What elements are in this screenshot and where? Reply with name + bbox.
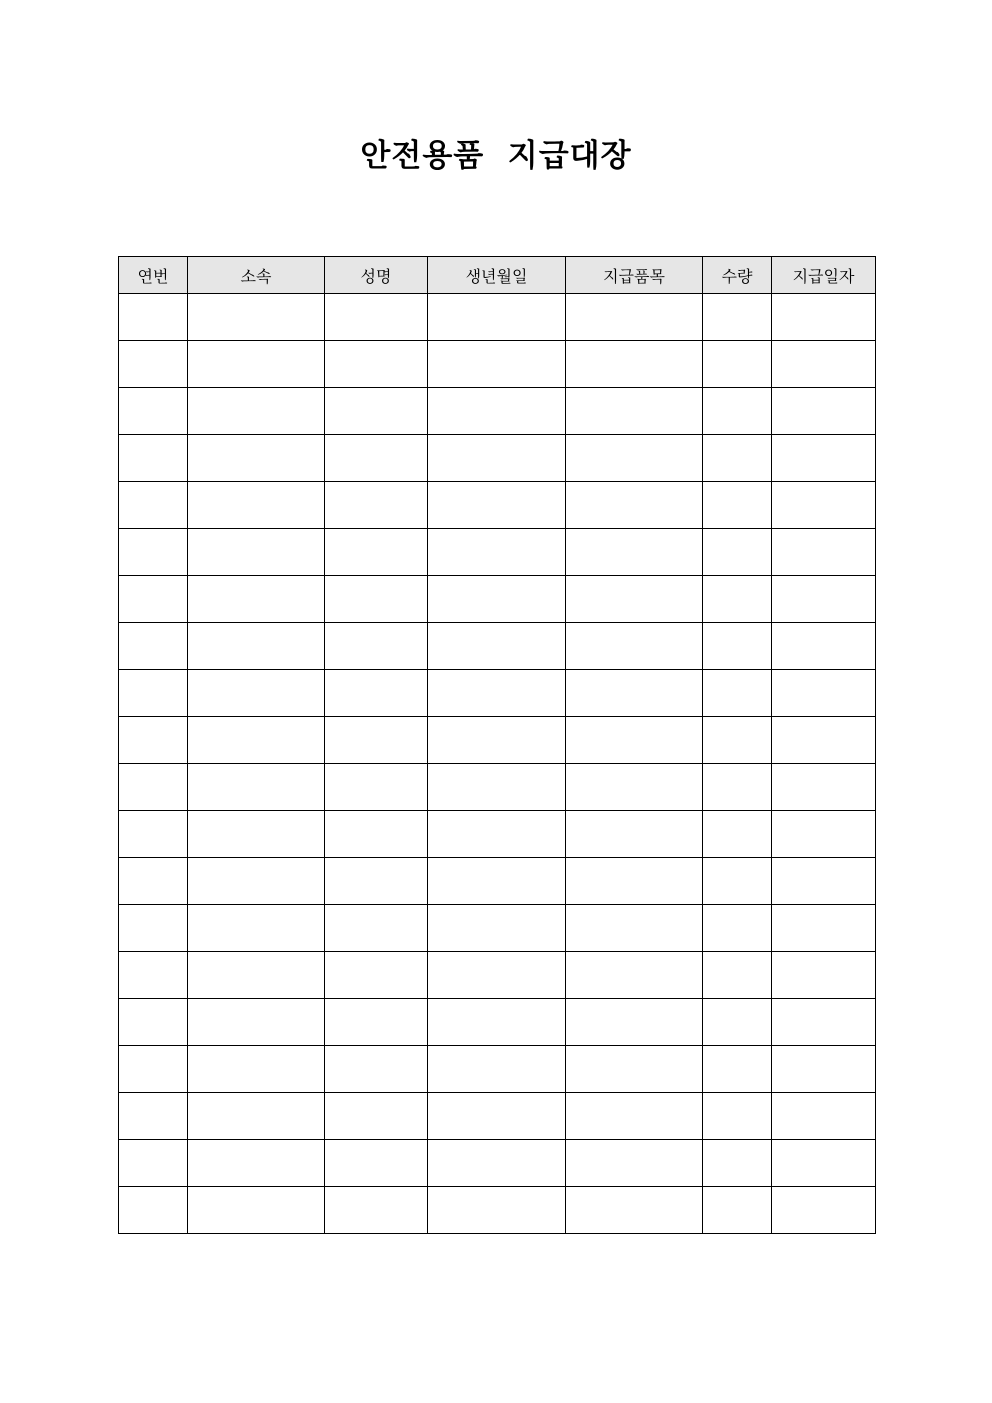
cell-supplied-item[interactable] xyxy=(566,1093,703,1140)
header-supplied-item: 지급품목 xyxy=(566,257,703,294)
cell-supply-date[interactable] xyxy=(772,1093,876,1140)
cell-supply-date[interactable] xyxy=(772,576,876,623)
page-title: 안전용품 지급대장 xyxy=(360,138,632,174)
cell-birth-date[interactable] xyxy=(428,717,566,764)
cell-name[interactable] xyxy=(325,952,428,999)
cell-supplied-item[interactable] xyxy=(566,576,703,623)
cell-supplied-item[interactable] xyxy=(566,623,703,670)
cell-serial-number[interactable] xyxy=(119,858,188,905)
cell-affiliation[interactable] xyxy=(188,905,325,952)
cell-supply-date[interactable] xyxy=(772,1187,876,1234)
cell-supplied-item[interactable] xyxy=(566,435,703,482)
cell-name[interactable] xyxy=(325,858,428,905)
table-row xyxy=(119,717,876,764)
cell-birth-date[interactable] xyxy=(428,952,566,999)
cell-name[interactable] xyxy=(325,1093,428,1140)
cell-supplied-item[interactable] xyxy=(566,1187,703,1234)
cell-quantity[interactable] xyxy=(703,341,772,388)
table-row xyxy=(119,294,876,341)
table-row xyxy=(119,1093,876,1140)
cell-supplied-item[interactable] xyxy=(566,341,703,388)
cell-quantity[interactable] xyxy=(703,811,772,858)
cell-supply-date[interactable] xyxy=(772,905,876,952)
header-quantity: 수량 xyxy=(703,257,772,294)
cell-birth-date[interactable] xyxy=(428,388,566,435)
cell-serial-number[interactable] xyxy=(119,1140,188,1187)
header-name: 성명 xyxy=(325,257,428,294)
cell-quantity[interactable] xyxy=(703,1187,772,1234)
cell-quantity[interactable] xyxy=(703,670,772,717)
cell-supplied-item[interactable] xyxy=(566,764,703,811)
cell-quantity[interactable] xyxy=(703,294,772,341)
table-row xyxy=(119,858,876,905)
table-row xyxy=(119,1187,876,1234)
cell-quantity[interactable] xyxy=(703,858,772,905)
cell-supply-date[interactable] xyxy=(772,388,876,435)
cell-serial-number[interactable] xyxy=(119,623,188,670)
cell-birth-date[interactable] xyxy=(428,1140,566,1187)
supply-ledger-table xyxy=(118,256,876,1234)
cell-serial-number[interactable] xyxy=(119,1093,188,1140)
cell-supply-date[interactable] xyxy=(772,435,876,482)
cell-serial-number[interactable] xyxy=(119,435,188,482)
cell-birth-date[interactable] xyxy=(428,764,566,811)
cell-quantity[interactable] xyxy=(703,905,772,952)
cell-affiliation[interactable] xyxy=(188,388,325,435)
table-row xyxy=(119,623,876,670)
cell-serial-number[interactable] xyxy=(119,576,188,623)
cell-serial-number[interactable] xyxy=(119,1046,188,1093)
cell-quantity[interactable] xyxy=(703,1093,772,1140)
table-row xyxy=(119,811,876,858)
cell-birth-date[interactable] xyxy=(428,435,566,482)
cell-birth-date[interactable] xyxy=(428,529,566,576)
cell-supply-date[interactable] xyxy=(772,858,876,905)
cell-supplied-item[interactable] xyxy=(566,999,703,1046)
cell-birth-date[interactable] xyxy=(428,1093,566,1140)
cell-quantity[interactable] xyxy=(703,623,772,670)
cell-supply-date[interactable] xyxy=(772,294,876,341)
cell-affiliation[interactable] xyxy=(188,952,325,999)
cell-affiliation[interactable] xyxy=(188,1093,325,1140)
cell-serial-number[interactable] xyxy=(119,717,188,764)
cell-affiliation[interactable] xyxy=(188,529,325,576)
cell-supplied-item[interactable] xyxy=(566,717,703,764)
cell-quantity[interactable] xyxy=(703,999,772,1046)
cell-quantity[interactable] xyxy=(703,482,772,529)
header-serial-number: 연번 xyxy=(119,257,188,294)
cell-supplied-item[interactable] xyxy=(566,952,703,999)
cell-quantity[interactable] xyxy=(703,576,772,623)
cell-birth-date[interactable] xyxy=(428,1046,566,1093)
cell-quantity[interactable] xyxy=(703,952,772,999)
cell-supplied-item[interactable] xyxy=(566,811,703,858)
cell-supply-date[interactable] xyxy=(772,670,876,717)
cell-affiliation[interactable] xyxy=(188,717,325,764)
table-row xyxy=(119,1046,876,1093)
table-row xyxy=(119,1140,876,1187)
cell-birth-date[interactable] xyxy=(428,294,566,341)
cell-birth-date[interactable] xyxy=(428,999,566,1046)
cell-affiliation[interactable] xyxy=(188,482,325,529)
cell-serial-number[interactable] xyxy=(119,482,188,529)
cell-birth-date[interactable] xyxy=(428,341,566,388)
cell-affiliation[interactable] xyxy=(188,670,325,717)
cell-supply-date[interactable] xyxy=(772,717,876,764)
cell-supply-date[interactable] xyxy=(772,999,876,1046)
cell-name[interactable] xyxy=(325,1046,428,1093)
cell-supply-date[interactable] xyxy=(772,341,876,388)
cell-quantity[interactable] xyxy=(703,529,772,576)
cell-name[interactable] xyxy=(325,435,428,482)
table-row xyxy=(119,529,876,576)
cell-serial-number[interactable] xyxy=(119,1187,188,1234)
table-row xyxy=(119,576,876,623)
cell-name[interactable] xyxy=(325,1187,428,1234)
cell-supplied-item[interactable] xyxy=(566,905,703,952)
cell-supplied-item[interactable] xyxy=(566,1046,703,1093)
cell-supplied-item[interactable] xyxy=(566,482,703,529)
cell-affiliation[interactable] xyxy=(188,764,325,811)
cell-birth-date[interactable] xyxy=(428,905,566,952)
cell-affiliation[interactable] xyxy=(188,811,325,858)
cell-name[interactable] xyxy=(325,482,428,529)
header-supply-date: 지급일자 xyxy=(772,257,876,294)
cell-supply-date[interactable] xyxy=(772,1140,876,1187)
table-row xyxy=(119,482,876,529)
cell-supplied-item[interactable] xyxy=(566,670,703,717)
cell-name[interactable] xyxy=(325,764,428,811)
cell-supply-date[interactable] xyxy=(772,529,876,576)
table-row xyxy=(119,435,876,482)
cell-serial-number[interactable] xyxy=(119,811,188,858)
cell-serial-number[interactable] xyxy=(119,999,188,1046)
cell-name[interactable] xyxy=(325,294,428,341)
table-row xyxy=(119,999,876,1046)
cell-affiliation[interactable] xyxy=(188,999,325,1046)
cell-name[interactable] xyxy=(325,341,428,388)
cell-supplied-item[interactable] xyxy=(566,858,703,905)
cell-name[interactable] xyxy=(325,670,428,717)
cell-name[interactable] xyxy=(325,529,428,576)
cell-supply-date[interactable] xyxy=(772,482,876,529)
cell-supply-date[interactable] xyxy=(772,764,876,811)
cell-supplied-item[interactable] xyxy=(566,1140,703,1187)
cell-affiliation[interactable] xyxy=(188,858,325,905)
table-row xyxy=(119,764,876,811)
cell-affiliation[interactable] xyxy=(188,1187,325,1234)
cell-serial-number[interactable] xyxy=(119,388,188,435)
cell-name[interactable] xyxy=(325,623,428,670)
table-row xyxy=(119,388,876,435)
cell-serial-number[interactable] xyxy=(119,952,188,999)
cell-birth-date[interactable] xyxy=(428,1187,566,1234)
table-header-row xyxy=(119,257,876,294)
cell-quantity[interactable] xyxy=(703,1140,772,1187)
cell-affiliation[interactable] xyxy=(188,576,325,623)
header-birth-date: 생년월일 xyxy=(428,257,566,294)
table-row xyxy=(119,952,876,999)
cell-name[interactable] xyxy=(325,811,428,858)
header-affiliation: 소속 xyxy=(188,257,325,294)
table-row xyxy=(119,670,876,717)
table-body xyxy=(119,294,876,1234)
cell-quantity[interactable] xyxy=(703,1046,772,1093)
cell-supply-date[interactable] xyxy=(772,1046,876,1093)
cell-affiliation[interactable] xyxy=(188,623,325,670)
cell-quantity[interactable] xyxy=(703,717,772,764)
cell-serial-number[interactable] xyxy=(119,341,188,388)
cell-birth-date[interactable] xyxy=(428,670,566,717)
cell-serial-number[interactable] xyxy=(119,670,188,717)
cell-serial-number[interactable] xyxy=(119,905,188,952)
cell-birth-date[interactable] xyxy=(428,623,566,670)
cell-birth-date[interactable] xyxy=(428,858,566,905)
cell-affiliation[interactable] xyxy=(188,341,325,388)
cell-name[interactable] xyxy=(325,905,428,952)
cell-birth-date[interactable] xyxy=(428,482,566,529)
cell-supplied-item[interactable] xyxy=(566,388,703,435)
cell-quantity[interactable] xyxy=(703,764,772,811)
cell-name[interactable] xyxy=(325,717,428,764)
cell-quantity[interactable] xyxy=(703,388,772,435)
cell-supply-date[interactable] xyxy=(772,952,876,999)
table-row xyxy=(119,905,876,952)
cell-affiliation[interactable] xyxy=(188,294,325,341)
table-row xyxy=(119,341,876,388)
cell-serial-number[interactable] xyxy=(119,529,188,576)
cell-affiliation[interactable] xyxy=(188,435,325,482)
cell-supply-date[interactable] xyxy=(772,811,876,858)
cell-birth-date[interactable] xyxy=(428,811,566,858)
cell-supplied-item[interactable] xyxy=(566,294,703,341)
cell-name[interactable] xyxy=(325,999,428,1046)
cell-quantity[interactable] xyxy=(703,435,772,482)
cell-name[interactable] xyxy=(325,388,428,435)
cell-name[interactable] xyxy=(325,576,428,623)
cell-birth-date[interactable] xyxy=(428,576,566,623)
cell-supplied-item[interactable] xyxy=(566,529,703,576)
cell-serial-number[interactable] xyxy=(119,764,188,811)
cell-affiliation[interactable] xyxy=(188,1046,325,1093)
cell-affiliation[interactable] xyxy=(188,1140,325,1187)
cell-name[interactable] xyxy=(325,1140,428,1187)
cell-serial-number[interactable] xyxy=(119,294,188,341)
cell-supply-date[interactable] xyxy=(772,623,876,670)
